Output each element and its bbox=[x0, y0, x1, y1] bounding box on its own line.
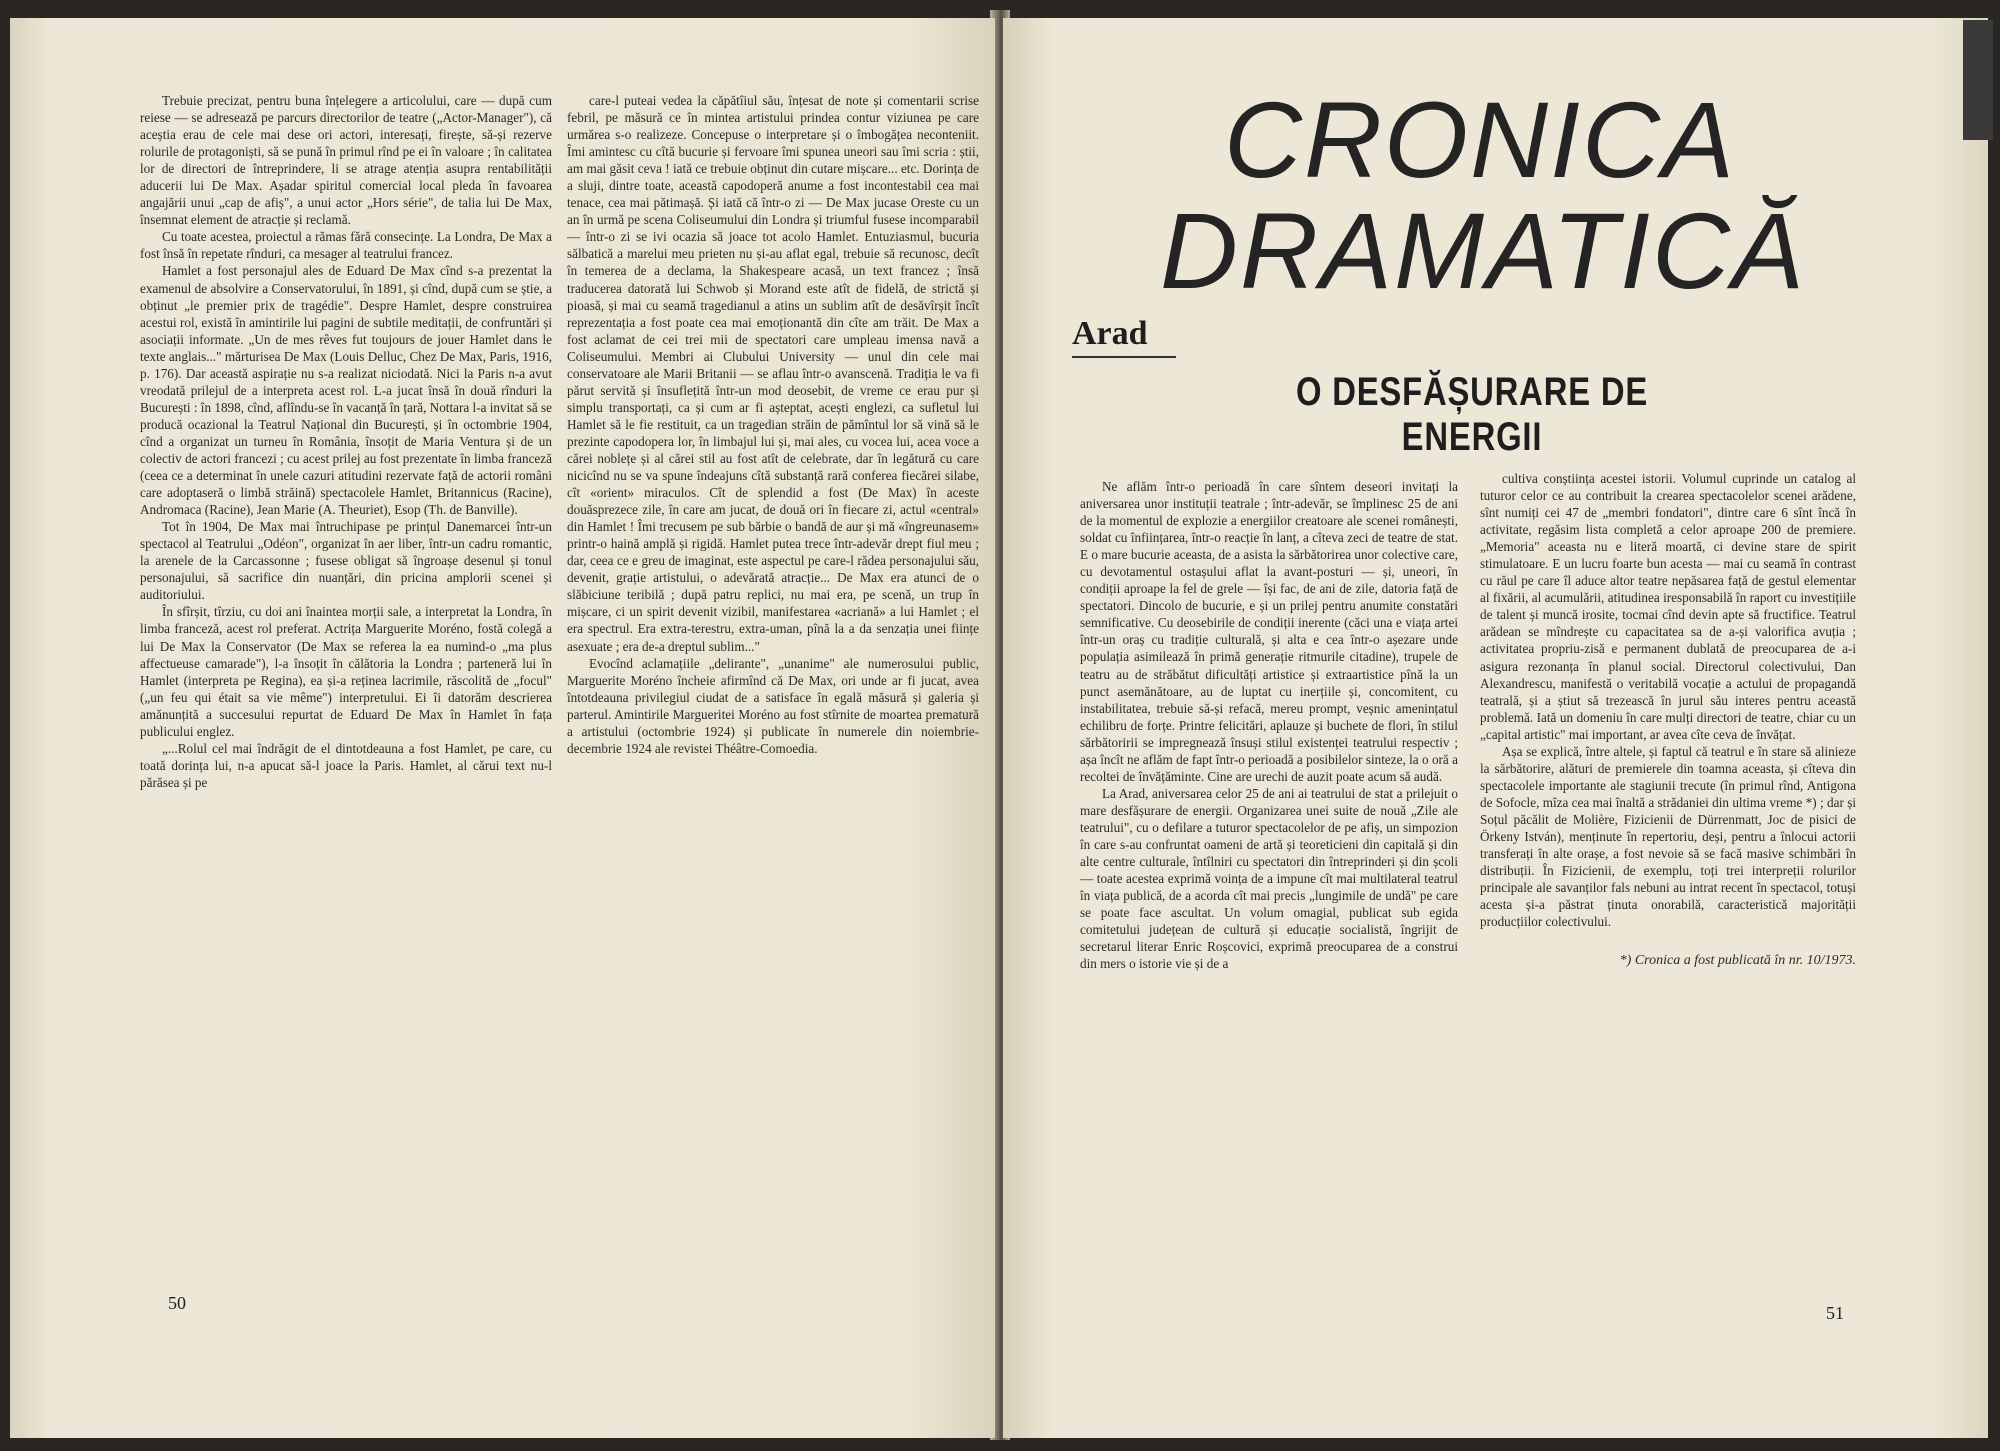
paragraph: La Arad, aniversarea celor 25 de ani ai teatrului de stat a prilejuit o mare desfășurare de energii. Organizarea unei suite de nouă „Zile ale teatrului", cu o defilare a tuturor spectacolelor de pe afiș, un simpozion în care s-au confruntat oameni de artă și teoreticieni din capitală și din alte centre culturale, întîlniri cu spectatori din întreprinderi și din școli — toate acestea exprimă voința de a impune cît mai multilateral teatrul în viața publică, de a acorda cît mai precis „lungimile de undă" pe care se poate face ascultat. Un volum omagial, publicat sub egida comitetului județean de cultură și educație socialistă, îngrijit de secretarul literar Enric Roșcovici, exprimă preocuparea de a construi din mers o istorie vie și de a bbox=[1080, 785, 1458, 972]
section-title-line-2: DRAMATICĂ bbox=[1160, 190, 1807, 311]
place-underline bbox=[1072, 356, 1176, 358]
paragraph: Cu toate acestea, proiectul a rămas fără consecințe. La Londra, De Max a fost însă în repetate rînduri, ca mesager al teatrului francez. bbox=[140, 229, 552, 262]
paragraph: Ne aflăm într-o perioadă în care sîntem deseori invitați la aniversarea unor instituții teatrale ; într-adevăr, se împlinesc 25 de ani de la momentul de explozie a energiilor creatoare ale scenei românești, soldat cu înființarea, într-o reacție în lanț, a cîteva zeci de teatre de stat. E o mare bucurie aceasta, de a asista la sărbătorirea unor colective care, cu devotamentul ostașului aflat la avant-posturi — și, uneori, în condiții aproape la fel de grele — își fac, de ani de zile, datoria față de spectatori. Dincolo de bucurie, e și un prilej pentru anumite constatări semnificative. Cu deosebirile de condiții inerente (căci una e viața artei într-un oraș cu tradiție culturală, și alta e cea într-o așezare unde populația asimilează în primă generație ritmurile citadine), trupele de teatru au de străbătut dificultăți artistice și extraartistice pînă la un punct asemănătoare, au de luptat cu inerțiile și, concomitent, cu instabilitatea, trebuie să-și refacă, mereu prompt, veșnic amenințatul echilibru de forțe. Printre felicitări, aplauze și buchete de flori, în stilul sărbătoririi se impregnează însuși stilul existenței teatrului respectiv ; așa încît ne aflăm de fapt într-o perioadă a posibilelor sinteze, la o oră a recoltei de învățăminte. Cine are urechi de auzit poate acum să audă. bbox=[1080, 479, 1458, 784]
left-page-column-1 bbox=[140, 92, 552, 791]
cover-edge bbox=[1963, 20, 1993, 140]
paragraph: „...Rolul cel mai îndrăgit de el dintotdeauna a fost Hamlet, pe care, cu toată dorința lui, n-a apucat să-l joace la Paris. Hamlet, al cărui text nu-l părăsea și pe bbox=[140, 740, 552, 790]
paragraph: Tot în 1904, De Max mai întruchipase pe prințul Danemarcei într-un spectacol al Teatrului „Odéon", organizat în aer liber, într-un cadru romantic, la arenele de la Carcassonne ; fusese obligat să îngroașe desenul și tonul personajului, să sacrifice din nuanțări, din pricina amplorii scenei și auditoriului. bbox=[140, 519, 552, 603]
paragraph: cultiva conștiința acestei istorii. Volumul cuprinde un catalog al tuturor celor ce au contribuit la crearea spectacolelor scenei arădene, sînt numiți cei 47 de „membri fondatori", dintre care 6 sînt încă în activitate, regăsim lista completă a celor aproape 200 de premiere. „Memoria" aceasta nu e literă moartă, ci devine stare de spirit stimulatoare. E un lucru foarte bun acesta — mai cu seamă în contrast cu răul pe care îl aduce altor teatre nepăsarea față de gestul elementar al fixării, al acumulării, atitudinea iresponsabilă în raport cu investițiile de talent și muncă irosite, tocmai cînd devin apte să fructifice. Teatrul arădean se mîndrește cu capacitatea sa de a-și valorifica avuția ; activitatea propriu-zisă e permanent dublată de preocuparea de a-i asigura rezonanța în planul social. Directorul colectivului, Dan Alexandrescu, manifestă o veritabilă vocație a actului de propagandă teatrală, și a știut să trezească în jurul său interes pentru această problemă. Iată un domeniu în care mulți directori de teatre, chiar cu un „capital artistic" mai important, ar avea cîte ceva de învățat. bbox=[1480, 471, 1856, 742]
paragraph: În sfîrșit, tîrziu, cu doi ani înaintea morții sale, a interpretat la Londra, în limba franceză, acest rol preferat. Actrița Marguerite Moréno, fostă colegă a lui De Max la Conservator (De Max se referea la ea numind-o „ma plus affectueuse camarade"), l-a însoțit în călătoria la Londra ; parteneră lui în Hamlet (interpreta pe Regina), ea și-a reținea lacrimile, răscolită de „focul" („un feu qui était sa vie même") interpretului. Ei îi datorăm descrierea amănunțită a succesului repurtat de Eduard De Max în Hamlet în fața publicului englez. bbox=[140, 604, 552, 739]
paragraph: Trebuie precizat, pentru buna înțelegere a articolului, care — după cum reiese — se adresează pe parcurs directorilor de teatre („Actor-Manager"), că aceștia erau de cele mai dese ori actori, interesați, firește, să-și rezerve rolurile de protagoniști, să se pună în primul rînd pe ei în valoare ; în calitatea lor de directori de întreprindere, li se atrage atenția asupra rentabilității aducerii lui De Max. Așadar spiritul comercial local pleda în favoarea angajării unui „cap de afiș", a unui actor „Hors série", de talia lui De Max, însemnat element de atracție și reclamă. bbox=[140, 93, 552, 228]
footnote: *) Cronica a fost publicată în nr. 10/1973. bbox=[1619, 953, 1856, 969]
paragraph: care-l puteai vedea la căpătîiul său, înțesat de note și comentarii scrise febril, pe măsură ce în mintea artistului prindea contur viziunea pe care urmărea s-o realizeze. Concepuse o interpretare și o îmbogățea neconteniit. Îmi amintesc cu cîtă bucurie și fervoare îmi spunea uneori sau îmi scria : știi, am mai găsit ceva ! iată ce trebuie obținut din cutare mișcare... etc. Dorința de a sluji, dintre toate, această capodoperă anume a fost incontestabil cea mai tenace, cea mai pătimașă. Și iată că într-o zi — De Max jucase Oreste cu un an în urmă pe scena Coliseumului din Londra și triumful fusese incomparabil— într-o zi se ivi ocazia să joace tot acolo Hamlet. Entuziasmul, bucuria sălbatică a marelui meu prieten nu și-au aflat egal, trebuie să recunosc, decît în temerea de a declama, la Shakespeare acasă, un text francez ; însă traducerea datorată lui Schwob și Morand este atît de fidelă, de strictă și pioasă, și mai cu seamă tragedianul a atins un sublim atît de desăvîrșit încît reprezentația a fost poate cea mai emoționantă din cîte am trăit. De Max a fost aclamat de cei trei mii de spectatori care umpleau imensa navă a Coliseumului. Membri ai Clubului University — unul din cele mai conservatoare ale Marii Britanii — se aflau într-o avanscenă. Tradiția le va fi părut servită și însuflețită într-un mod deosebit, de vreme ce erau pur și simplu transportați, ca și cum ar fi așteptat, acești englezi, ca sufletul lui Hamlet să le fie restituit, ca un tragedian străin de pămîntul lor să vină să le prezinte capodopera lor, în limbajul lui și, mai ales, cu vocea lui, acea voce a cărei noblețe și al cărei stil au fost atît de celebrate, dar în legătură cu care nicicînd nu se va spune îndeajuns cîtă substanță rară conferea fiecărei silabe, cît «orient» miraculos. Cît de splendid a fost (De Max) în aceste douăsprezece zile, în care am jucat, de două ori în fiecare zi, actul «central» din Hamlet ! Îmi trecusem pe sub bărbie o bandă de aur și mă «îngreunasem» printr-o haină amplă și rigidă. Hamlet putea trece într-adevăr drept fiul meu ; dar, ceea ce e greu de imaginat, este aspectul pe care-l rădea personajului său, devenit, grație artistului, o adevărată atracție... De Max era atunci de o slăbiciune teribilă ; după patru replici, nu mai era, pe scenă, un trup în mișcare, ci un spirit devenit vizibil, manifestarea «acriană» a lui Hamlet ; el era spectrul. Era extra-terestru, extra-uman, pînă la a da senzația unei ființe asexuate ; era de-a dreptul sublim..." bbox=[567, 93, 979, 654]
page-number: 51 bbox=[1826, 1303, 1844, 1323]
page-number: 50 bbox=[168, 1293, 186, 1313]
place-heading: Arad bbox=[1072, 315, 1148, 352]
paragraph: Evocînd aclamațiile „delirante", „unanime" ale numerosului public, Marguerite Moréno încheie afirmînd că De Max, ori unde ar fi jucat, avea întotdeauna privilegiul ciudat de a satisface în egală măsură și galeria și parterul. Amintirile Margueritei Moréno au fost stîrnite de moartea prematură a artistului (octombrie 1924) și publicate în numerele din noiembrie-decembrie 1924 ale revistei Théâtre-Comoedia. bbox=[567, 655, 979, 756]
section-title-line-1: CRONICA bbox=[1223, 79, 1737, 200]
article-title: O DESFĂȘURARE DE ENERGII bbox=[1295, 370, 1649, 459]
left-page-column-2 bbox=[567, 92, 979, 757]
right-page-column-2 bbox=[1480, 470, 1856, 969]
paragraph: Hamlet a fost personajul ales de Eduard De Max cînd s-a prezentat la examenul de absolvire a Conservatorului, în 1891, și cînd, după cum se știe, a obținut „le premier prix de tragédie". Despre Hamlet, despre construirea acestui rol, există în amintirile lui pagini de subtile meditații, de confruntări și asociații informate. „Un de mes rêves fut toujours de jouer Hamlet dans le texte anglais..." mărturisea De Max (Louis Delluc, Chez De Max, Paris, 1916, p. 176). Dar această aspirație nu s-a realizat niciodată. Nici la Paris n-a avut vreodată prilejul de a interpreta acest rol. L-a jucat însă în două rînduri la București : în 1898, cînd, aflîndu-se în vacanță în țară, Nottara l-a invitat să se producă ocazional la Teatrul Național din București, și în octombrie 1904, cînd a organizat un turneu în România, însoțit de Maria Ventura și de un colectiv de actori francezi ; cu acest prilej au fost prezentate în limba franceză (ceea ce a determinat în unele cazuri atitudini rezervate față de actorii români care adoptaseră o limbă străină) spectacolele Hamlet, Britannicus (Racine), Andromaca (Racine), Jean Marie (A. Theuriet), Esop (Th. de Banville). bbox=[140, 263, 552, 518]
paragraph: Așa se explică, între altele, și faptul că teatrul e în stare să alinieze la sărbătorire, alături de premierele din toamna aceasta, și cîteva din spectacolele importante ale stagiunii trecute (în primul rînd, Antigona de Sofocle, mîza cea mai înaltă a strădaniei din ultima vreme *) ; dar și Soțul păcălit de Molière, Fizicienii de Dürrenmatt, Joc de pisici de Örkeny István), menținute în repertoriu, deși, pentru a înlocui actorii transferați în alte orașe, a fost nevoie să se facă masive schimbări în distribuții. În Fizicienii, de exemplu, toți trei interpreții rolurilor principale ale savanților fals nebuni au intrat recent în spectacol, totuși acesta și-a păstrat ținuta onorabilă, caracteristică majorității producțiilor colectivului. bbox=[1480, 743, 1856, 930]
right-page-column-1 bbox=[1080, 478, 1458, 972]
